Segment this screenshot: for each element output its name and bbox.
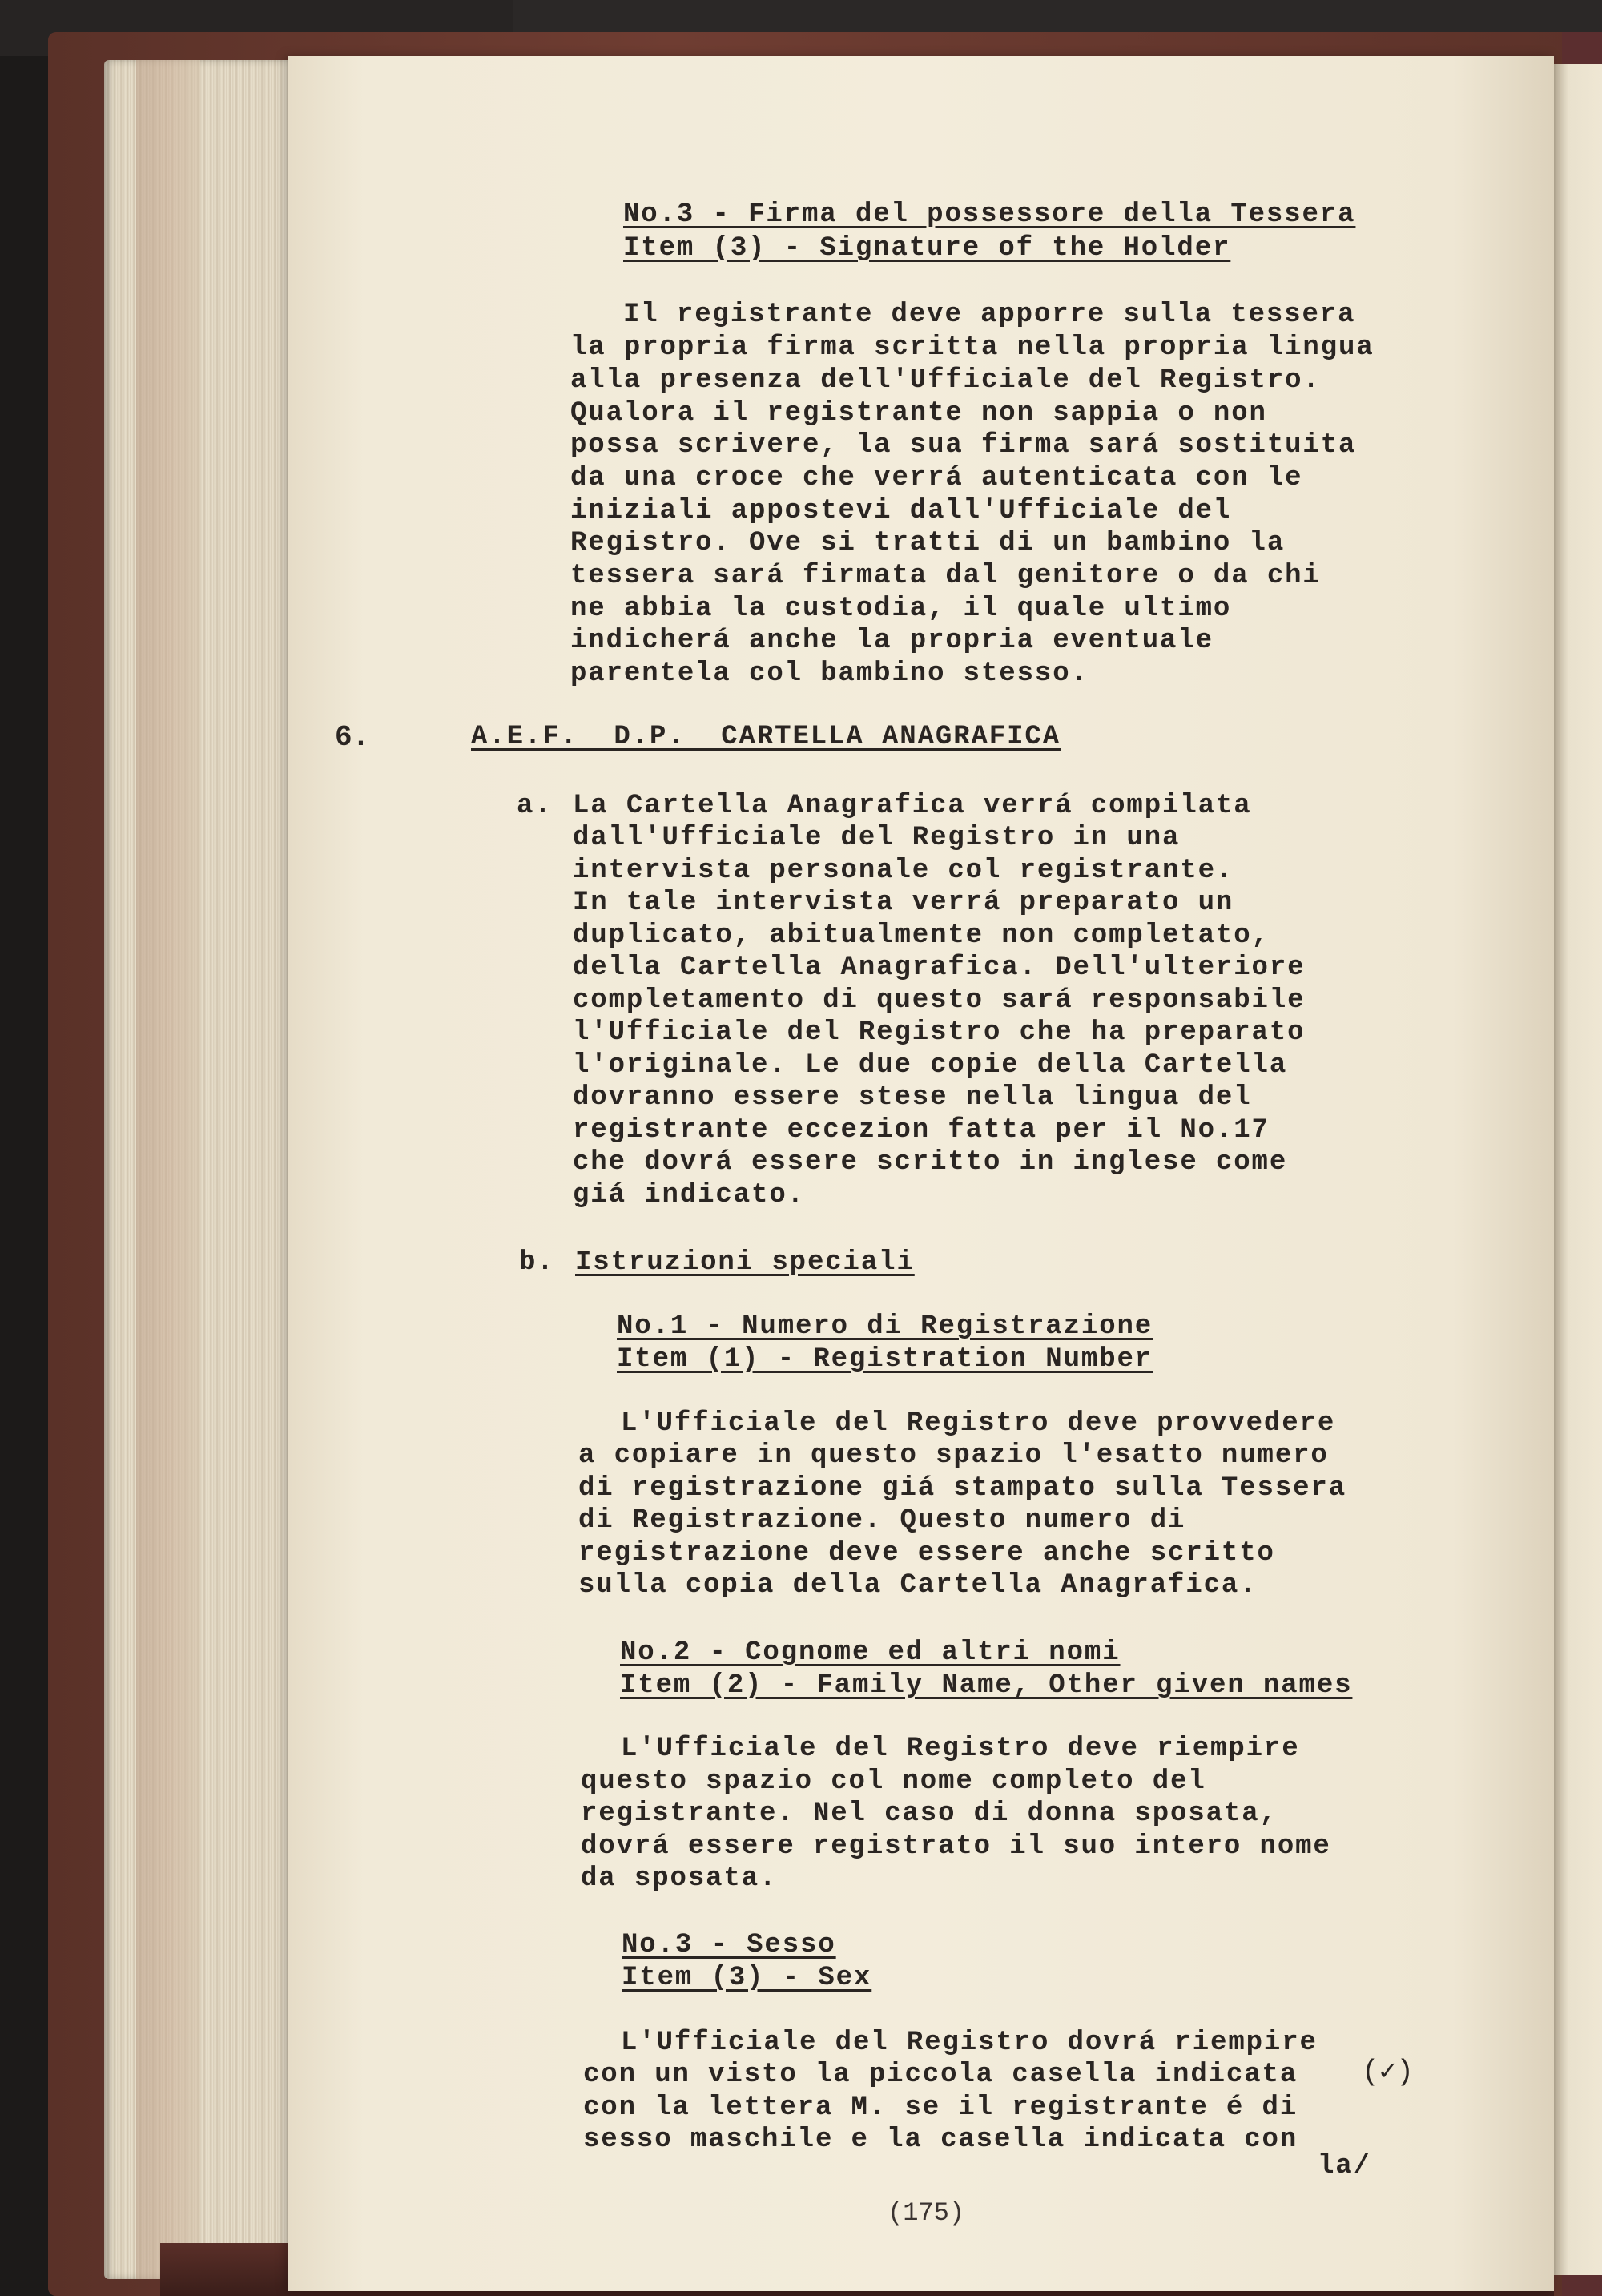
- section3-body-line: possa scrivere, la sua firma sará sostituita: [570, 430, 1357, 461]
- section3-body-line: Qualora il registrante non sappia o non: [570, 398, 1267, 429]
- item-a-body-line: dovranno essere stese nella lingua del: [573, 1082, 1252, 1113]
- no1-body-line: a copiare in questo spazio l'esatto numero: [578, 1440, 1329, 1471]
- page-number: (175): [888, 2198, 965, 2228]
- no1-body-line: di Registrazione. Questo numero di: [578, 1505, 1186, 1536]
- no3-body-line: con la lettera M. se il registrante é di: [583, 2093, 1298, 2123]
- no3-body-line: sesso maschile e la casella indicata con: [583, 2125, 1298, 2155]
- no1-body-line: L'Ufficiale del Registro deve provvedere: [621, 1408, 1336, 1439]
- section3-heading-it: No.3 - Firma del possessore della Tessera: [623, 199, 1356, 230]
- section3-body-line: parentela col bambino stesso.: [570, 659, 1089, 689]
- item-b-label: b.: [519, 1247, 555, 1278]
- no3-body-line: con un visto la piccola casella indicata: [583, 2060, 1298, 2090]
- section3-body-line: Il registrante deve apporre sulla tessera: [623, 300, 1356, 330]
- item-b-title: Istruzioni speciali: [575, 1247, 915, 1278]
- page-edges-shade: [136, 60, 200, 2279]
- section3-body-line: la propria firma scritta nella propria lingua: [570, 332, 1375, 363]
- item-a-body-line: che dovrá essere scritto in inglese come: [573, 1147, 1288, 1178]
- item-a-body-line: duplicato, abitualmente non completato,: [573, 920, 1270, 951]
- no1-heading-en: Item (1) - Registration Number: [617, 1344, 1153, 1375]
- check-mark-icon: (✓): [1362, 2056, 1414, 2089]
- no3-heading-en: Item (3) - Sex: [622, 1963, 872, 1993]
- section3-body-line: ne abbia la custodia, il quale ultimo: [570, 594, 1232, 624]
- no2-heading-it: No.2 - Cognome ed altri nomi: [620, 1637, 1121, 1668]
- continuation-marker: la/: [1318, 2151, 1371, 2181]
- no2-heading-en: Item (2) - Family Name, Other given names: [620, 1670, 1353, 1701]
- item-a-body-line: La Cartella Anagrafica verrá compilata: [573, 791, 1252, 821]
- item-a-body-line: l'originale. Le due copie della Cartella: [573, 1050, 1288, 1081]
- section3-body-line: iniziali appostevi dall'Ufficiale del: [570, 496, 1232, 526]
- item-a-body-line: completamento di questo sará responsabile: [573, 985, 1306, 1016]
- no2-body-line: dovrá essere registrato il suo intero nome: [581, 1831, 1331, 1862]
- no1-body-line: sulla copia della Cartella Anagrafica.: [578, 1570, 1258, 1601]
- item-a-body-line: l'Ufficiale del Registro che ha preparato: [573, 1017, 1306, 1048]
- right-page-edge: [1554, 64, 1602, 2275]
- no3-body-line: L'Ufficiale del Registro dovrá riempire: [621, 2028, 1318, 2058]
- no2-body-line: registrante. Nel caso di donna sposata,: [581, 1799, 1278, 1829]
- item-a-label: a.: [517, 791, 553, 821]
- item-a-body-line: intervista personale col registrante.: [573, 856, 1234, 886]
- item-a-body-line: dall'Ufficiale del Registro in una: [573, 823, 1181, 853]
- section3-body-line: tessera sará firmata dal genitore o da chi: [570, 561, 1321, 591]
- no3-heading-it: No.3 - Sesso: [622, 1930, 836, 1960]
- item-a-body-line: giá indicato.: [573, 1180, 805, 1210]
- no2-body-line: da sposata.: [581, 1863, 778, 1894]
- item-a-body-line: registrante eccezion fatta per il No.17: [573, 1115, 1270, 1146]
- no2-body-line: questo spazio col nome completo del: [581, 1766, 1206, 1797]
- no1-heading-it: No.1 - Numero di Registrazione: [617, 1311, 1153, 1342]
- no1-body-line: di registrazione giá stampato sulla Tessera: [578, 1473, 1347, 1504]
- section3-body-line: Registro. Ove si tratti di un bambino la: [570, 528, 1286, 558]
- section3-body-line: indicherá anche la propria eventuale: [570, 626, 1214, 656]
- item-a-body-line: In tale intervista verrá preparato un: [573, 888, 1234, 918]
- section3-heading-en: Item (3) - Signature of the Holder: [623, 233, 1231, 264]
- section3-body-line: alla presenza dell'Ufficiale del Registro.: [570, 365, 1321, 396]
- section6-title: A.E.F. D.P. CARTELLA ANAGRAFICA: [471, 722, 1061, 752]
- no2-body-line: L'Ufficiale del Registro deve riempire: [621, 1734, 1300, 1764]
- page-edges: [104, 60, 312, 2279]
- no1-body-line: registrazione deve essere anche scritto: [578, 1538, 1275, 1569]
- section3-body-line: da una croce che verrá autenticata con le: [570, 463, 1303, 493]
- item-a-body-line: della Cartella Anagrafica. Dell'ulteriore: [573, 953, 1306, 983]
- section6-number: 6.: [335, 721, 370, 754]
